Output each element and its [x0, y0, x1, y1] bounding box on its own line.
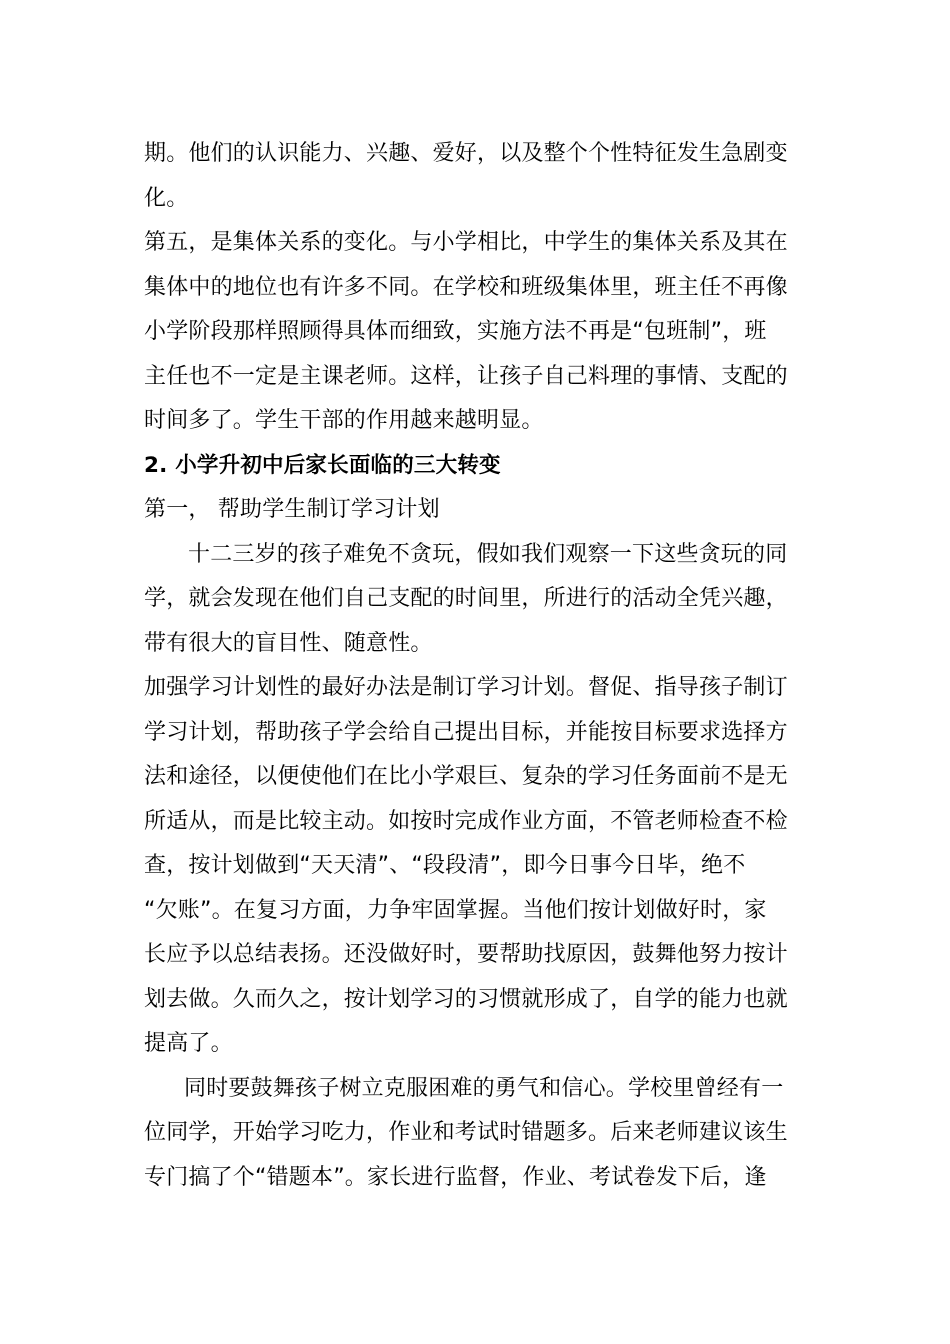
section-heading: 2. 小学升初中后家长面临的三大转变 [144, 452, 501, 478]
text-line: 位同学，开始学习吃力，作业和考试时错题多。后来老师建议该生 [144, 1120, 788, 1145]
text-line: 长应予以总结表扬。还没做好时，要帮助找原因，鼓舞他努力按计 [144, 942, 788, 967]
text-line: 查，按计划做到“天天清”、“段段清”，即今日事今日毕，绝不 [144, 853, 746, 878]
text-line: 第五，是集体关系的变化。与小学相比，中学生的集体关系及其在 [144, 230, 788, 255]
text-line: 同时要鼓舞孩子树立克服困难的勇气和信心。学校里曾经有一 [184, 1075, 784, 1101]
text-line: 划去做。久而久之，按计划学习的习惯就形成了，自学的能力也就 [144, 986, 788, 1012]
text-line: 集体中的地位也有许多不同。在学校和班级集体里，班主任不再像 [144, 274, 788, 300]
text-line: 化。 [144, 185, 189, 211]
text-line: 学习计划，帮助孩子学会给自己提出目标，并能按目标要求选择方 [144, 719, 788, 745]
text-line: 小学阶段那样照顾得具体而细致，实施方法不再是“包班制”，班 [144, 319, 767, 344]
text-line: 专门搞了个“错题本”。家长进行监督，作业、考试卷发下后，逢 [144, 1164, 767, 1190]
text-line: 时间多了。学生干部的作用越来越明显。 [144, 408, 544, 433]
document-body [144, 132, 806, 1200]
text-line: “欠账”。在复习方面，力争牢固掌握。当他们按计划做好时，家 [144, 897, 767, 923]
text-line: 学，就会发现在他们自己支配的时间里，所进行的活动全凭兴趣， [144, 586, 788, 611]
text-line: 期。他们的认识能力、兴趣、爱好，以及整个个性特征发生急剧变 [144, 141, 788, 166]
text-line: 所适从，而是比较主动。如按时完成作业方面，不管老师检查不检 [144, 808, 788, 834]
subsection-title: 第一， 帮助学生制订学习计划 [144, 497, 440, 522]
text-line: 带有很大的盲目性、随意性。 [144, 630, 433, 656]
text-line: 十二三岁的孩子难免不贪玩，假如我们观察一下这些贪玩的同 [188, 541, 788, 567]
text-line: 提高了。 [144, 1031, 233, 1056]
text-line: 法和途径，以便使他们在比小学艰巨、复杂的学习任务面前不是无 [144, 764, 788, 789]
text-line: 加强学习计划性的最好办法是制订学习计划。督促、指导孩子制订 [144, 675, 788, 700]
text-line: 主任也不一定是主课老师。这样，让孩子自己料理的事情、支配的 [144, 363, 788, 389]
